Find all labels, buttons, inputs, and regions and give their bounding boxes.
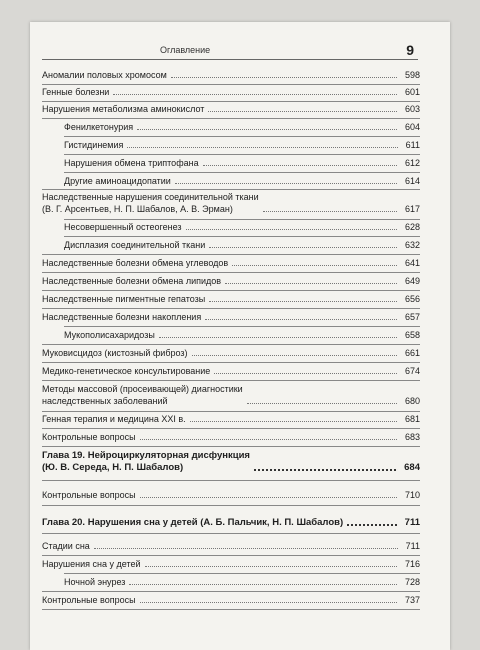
- toc-entry-page: 601: [404, 87, 420, 97]
- toc-entry-page: 603: [404, 104, 420, 114]
- toc-entry: [64, 175, 420, 187]
- toc-rule: [42, 362, 420, 363]
- toc-entry-label: Аномалии половых хромосом: [42, 70, 167, 80]
- toc-entry: [42, 257, 420, 269]
- toc-entry-label: Наследственные болезни накопления: [42, 312, 202, 322]
- toc-entry-label: Ночной энурез: [64, 577, 126, 587]
- toc-leader: [225, 283, 397, 284]
- toc-entry: [42, 594, 420, 606]
- toc-entry-page: 617: [404, 204, 420, 214]
- toc-rule: [42, 446, 420, 447]
- toc-entry: [42, 86, 420, 98]
- toc-rule: [42, 555, 420, 556]
- toc-rule: [42, 609, 420, 610]
- toc-entry-label: Наследственные нарушения соединительной ткани (В. Г. Арсентьев, Н. П. Шабалов, А. В. Эрман): [42, 192, 259, 214]
- toc-rule: [64, 236, 420, 237]
- toc-entry: [42, 69, 420, 81]
- toc-rule: [42, 591, 420, 592]
- toc-entry-label: Контрольные вопросы: [42, 595, 136, 605]
- toc-entry-label: Контрольные вопросы: [42, 490, 136, 500]
- toc-entry-label: Генные болезни: [42, 87, 110, 97]
- toc-rule: [42, 428, 420, 429]
- toc-rule: [42, 290, 420, 291]
- toc-chapter: [42, 450, 420, 474]
- toc-entry-label: Стадии сна: [42, 541, 90, 551]
- toc-rule: [42, 533, 420, 534]
- toc-entry-page: 628: [404, 222, 420, 232]
- toc-entry-page: 612: [404, 158, 420, 168]
- toc-entry-page: 681: [404, 414, 420, 424]
- toc-entry: [42, 347, 420, 359]
- toc-entry: [42, 431, 420, 443]
- toc-leader: [192, 355, 397, 356]
- toc-entry-label: Другие аминоацидопатии: [64, 176, 171, 186]
- toc-entry: [42, 275, 420, 287]
- toc-entry-label: Мукополисахаридозы: [64, 330, 155, 340]
- toc-chapter-label: Глава 20. Нарушения сна у детей (А. Б. Пальчик, Н. П. Шабалов): [42, 517, 344, 528]
- toc-entry-label: Нарушения сна у детей: [42, 559, 141, 569]
- toc-rule: [42, 480, 420, 481]
- toc-entry-page: 710: [404, 490, 420, 500]
- toc-entry: [42, 383, 420, 407]
- toc-leader: [94, 548, 398, 549]
- toc-rule: [42, 254, 420, 255]
- toc-leader: [186, 229, 397, 230]
- toc-entry-page: 658: [404, 330, 420, 340]
- toc-entry: [42, 191, 420, 215]
- toc-leader: [140, 497, 397, 498]
- toc-entry-page: 641: [404, 258, 420, 268]
- toc-entry: [64, 121, 420, 133]
- toc-entry-page: 614: [404, 176, 420, 186]
- toc-rule: [42, 344, 420, 345]
- toc-rule: [42, 411, 420, 412]
- toc-leader: [347, 524, 397, 526]
- toc-leader: [175, 183, 397, 184]
- toc-entry: [64, 221, 420, 233]
- toc-entry-label: Нарушения обмена триптофана: [64, 158, 199, 168]
- book-page: [30, 22, 450, 650]
- toc-leader: [209, 247, 397, 248]
- toc-entry-page: 683: [404, 432, 420, 442]
- page-header: [30, 42, 450, 62]
- toc-entry-label: Дисплазия соединительной ткани: [64, 240, 206, 250]
- toc-entry: [64, 329, 420, 341]
- toc-entry-page: 674: [404, 366, 420, 376]
- toc-leader: [140, 439, 397, 440]
- toc-entry: [64, 157, 420, 169]
- toc-rule: [42, 189, 420, 190]
- toc-entry-label: Гистидинемия: [64, 140, 124, 150]
- toc-entry-page: 728: [404, 577, 420, 587]
- running-title: Оглавление: [160, 45, 211, 55]
- toc-entry-label: Методы массовой (просеивающей) диагностики наследственных заболеваний: [42, 384, 243, 406]
- header-rule: [42, 59, 418, 60]
- toc-rule: [42, 308, 420, 309]
- toc-entry-page: 598: [404, 70, 420, 80]
- toc-leader: [113, 94, 397, 95]
- toc-leader: [203, 165, 397, 166]
- toc-entry-page: 657: [404, 312, 420, 322]
- toc-rule: [42, 505, 420, 506]
- toc-rule: [64, 326, 420, 327]
- toc-leader: [214, 373, 397, 374]
- toc-rule: [42, 101, 420, 102]
- toc-leader: [129, 584, 397, 585]
- toc-entry: [42, 103, 420, 115]
- toc-entry-label: Наследственные пигментные гепатозы: [42, 294, 206, 304]
- toc-entry: [42, 558, 420, 570]
- toc-chapter-label: Глава 19. Нейроциркуляторная дисфункция (Ю. В. Середа, Н. П. Шабалов): [42, 450, 250, 473]
- toc-entry: [42, 365, 420, 377]
- toc-rule: [64, 219, 420, 220]
- toc-entry-page: 661: [404, 348, 420, 358]
- toc-entry-label: Контрольные вопросы: [42, 432, 136, 442]
- toc-rule: [64, 573, 420, 574]
- toc-leader: [190, 421, 397, 422]
- toc-entry-page: 680: [404, 396, 420, 406]
- toc-rule: [42, 84, 420, 85]
- toc-entry-label: Медико-генетическое консультирование: [42, 366, 211, 376]
- toc-rule: [42, 118, 420, 119]
- page-number: 9: [406, 42, 414, 58]
- toc-entry: [64, 576, 420, 588]
- toc-entry-label: Наследственные болезни обмена углеводов: [42, 258, 229, 268]
- toc-entry: [42, 413, 420, 425]
- toc-entry-label: Наследственные болезни обмена липидов: [42, 276, 222, 286]
- toc-leader: [263, 211, 397, 212]
- toc-entry-label: Несовершенный остеогенез: [64, 222, 182, 232]
- toc-leader: [208, 111, 397, 112]
- toc-chapter: [42, 517, 420, 529]
- toc-entry-page: 711: [405, 541, 420, 551]
- toc-leader: [171, 77, 397, 78]
- toc-leader: [209, 301, 397, 302]
- toc-entry: [42, 311, 420, 323]
- toc-rule: [42, 272, 420, 273]
- toc-leader: [247, 403, 397, 404]
- toc-leader: [159, 337, 397, 338]
- toc-rule: [64, 136, 420, 137]
- toc-entry: [64, 239, 420, 251]
- toc-entry-label: Генная терапия и медицина XXI в.: [42, 414, 186, 424]
- toc-rule: [64, 172, 420, 173]
- toc-chapter-page: 711: [404, 517, 420, 528]
- toc-leader: [232, 265, 397, 266]
- toc-rule: [64, 154, 420, 155]
- toc-entry-page: 649: [404, 276, 420, 286]
- toc-entry-page: 604: [404, 122, 420, 132]
- toc-leader: [137, 129, 397, 130]
- toc-entry-page: 632: [404, 240, 420, 250]
- toc-entry-page: 716: [404, 559, 420, 569]
- toc-entry-label: Муковисцидоз (кистозный фиброз): [42, 348, 188, 358]
- toc-entry: [42, 293, 420, 305]
- toc-rule: [42, 380, 420, 381]
- toc-entry-page: 611: [405, 140, 420, 150]
- toc-entry-label: Фенилкетонурия: [64, 122, 134, 132]
- toc-entry-page: 656: [404, 294, 420, 304]
- toc-leader: [145, 566, 397, 567]
- toc-leader: [127, 147, 397, 148]
- toc-leader: [140, 602, 397, 603]
- toc-entry-page: 737: [404, 595, 420, 605]
- toc-entry: [42, 489, 420, 501]
- toc-entry-label: Нарушения метаболизма аминокислот: [42, 104, 205, 114]
- toc-entry: [42, 540, 420, 552]
- toc-leader: [254, 469, 396, 471]
- toc-entry: [64, 139, 420, 151]
- toc-chapter-page: 684: [404, 462, 420, 473]
- toc-leader: [205, 319, 397, 320]
